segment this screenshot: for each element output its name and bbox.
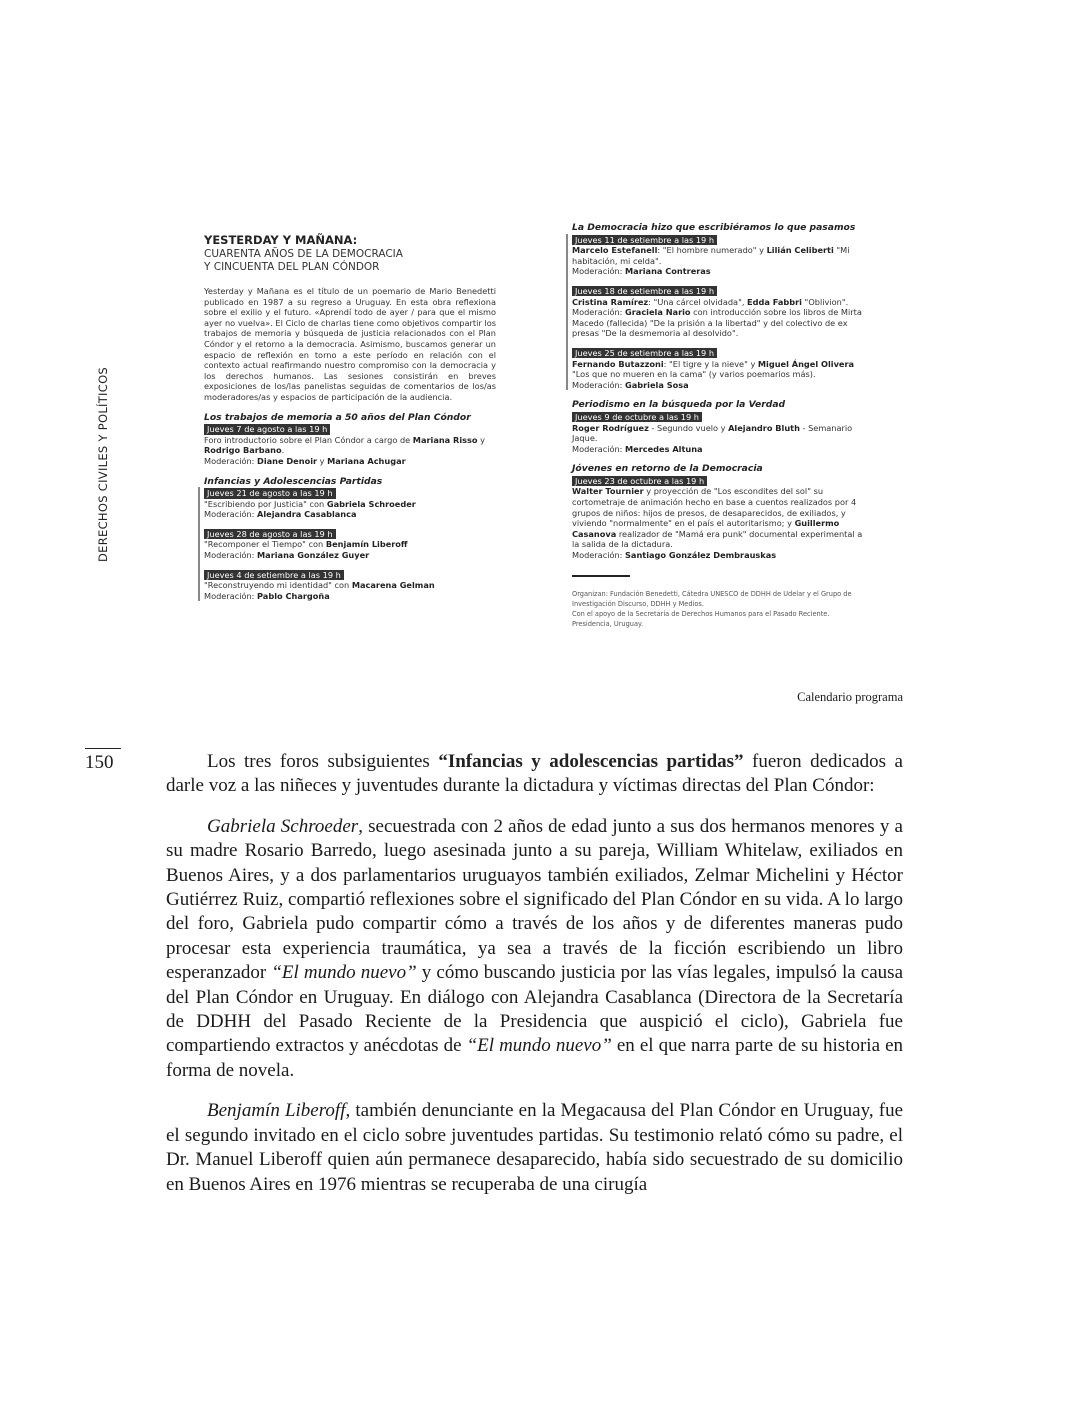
event-moderation	[204, 591, 496, 602]
text-segment: y	[317, 455, 328, 466]
text-segment: "Reconstruyendo mi identidad" con	[204, 580, 352, 591]
event-date: Jueves 21 de agosto a las 19 h	[204, 488, 336, 499]
section-title: Los trabajos de memoria a 50 años del Plan Cóndor	[204, 411, 471, 423]
bold-text: Marcelo Estefanell	[572, 245, 658, 256]
bold-text: Diane Denoir	[257, 455, 318, 466]
bold-text: Cristina Ramírez	[572, 296, 649, 307]
event-moderation	[572, 266, 864, 277]
paragraph	[166, 815, 903, 1083]
event-description	[572, 423, 864, 444]
text-segment: "Recomponer el Tiempo" con	[204, 539, 326, 550]
event-date: Jueves 25 de setiembre a las 19 h	[572, 348, 717, 359]
event-description	[572, 297, 864, 308]
support: Con el apoyo de la Secretaría de Derechos Humanos para el Pasado Reciente. Presidencia, Uruguay.	[572, 609, 830, 628]
text-segment: Moderación:	[204, 550, 258, 561]
section-events	[572, 411, 864, 454]
section-title: Periodismo en la búsqueda por la Verdad	[572, 399, 786, 411]
bold-text: Benjamín Liberoff	[325, 539, 408, 550]
figure-subtitle: Y CINCUENTA DEL PLAN CÓNDOR	[204, 261, 380, 273]
text-segment: en el que narra parte de su historia en forma de novela.	[166, 1035, 903, 1081]
event-moderation	[204, 509, 496, 520]
event	[204, 528, 496, 561]
text-segment: : "Una cárcel olvidada",	[648, 296, 748, 307]
event	[572, 234, 864, 277]
organizers: Organizan: Fundación Benedetti, Cátedra UNESCO de DDHH de Udelar y el Grupo de Investigación Discurso, DDHH y Medios.	[572, 589, 852, 608]
bold-text: Mariana Risso	[412, 434, 478, 445]
figure-subtitle: CUARENTA AÑOS DE LA DEMOCRACIA	[204, 248, 403, 260]
bold-text: Rodrigo Barbano	[204, 445, 282, 456]
bold-text: Santiago González Dembrauskas	[625, 550, 777, 561]
section-title: La Democracia hizo que escribiéramos lo que pasamos	[572, 222, 856, 233]
event-moderation	[204, 550, 496, 561]
text-segment: fueron dedicados a darle voz a las niñeces y juventudes durante la dictadura y víctimas directas del Plan Cóndor:	[166, 751, 903, 797]
event-moderation	[572, 380, 864, 391]
running-head: DERECHOS CIVILES Y POLÍTICOS	[96, 366, 110, 562]
event-moderation	[572, 444, 864, 455]
bold-text: Miguel Ángel Olivera	[757, 358, 855, 369]
italic-text: Gabriela Schroeder	[207, 815, 359, 837]
text-segment: Moderación:	[204, 455, 258, 466]
event-description	[204, 435, 496, 456]
program-calendar-figure	[196, 205, 876, 655]
event	[572, 475, 864, 561]
text-segment: - Semanario Jaque.	[572, 422, 853, 444]
figure-title: YESTERDAY Y MAÑANA:	[204, 233, 358, 247]
text-segment: .	[281, 445, 285, 456]
event-moderation	[204, 456, 496, 467]
event	[572, 347, 864, 390]
bold-text: Macarena Gelman	[351, 580, 435, 591]
italic-text: “El mundo nuevo”	[466, 1035, 612, 1057]
body-text	[166, 750, 903, 1213]
figure-left-column	[204, 233, 496, 601]
event	[572, 411, 864, 454]
page-number: 150	[85, 748, 121, 774]
text-segment: : "El hombre numerado" y	[657, 245, 767, 256]
event-description	[572, 359, 864, 380]
text-segment: "Los que no mueren en la cama" (y varios poemarios más).	[572, 369, 816, 380]
italic-text: Benjamín Liberoff	[207, 1100, 346, 1122]
bold-text: Alejandra Casablanca	[257, 509, 357, 520]
bold-text: Edda Fabbri	[747, 296, 802, 307]
bold-text: Walter Tournier	[572, 486, 644, 497]
event	[204, 569, 496, 602]
italic-text: “El mundo nuevo”	[271, 962, 417, 984]
text-segment: "Escribiendo por Justicia" con	[204, 498, 327, 509]
left-sections	[204, 413, 496, 602]
text-segment: , secuestrada con 2 años de edad junto a sus dos hermanos menores y a su madre Rosario Barredo, luego asesinada junto a su pareja, William Whitelaw, exiliados en Buenos Aires, y a dos parlamentarios uruguayos también exiliados, Zelmar Michelini y Héctor Gutiérrez Ruiz, compartió reflexiones sobre el significado del Plan Cóndor en su vida. A lo largo del foro, Gabriela pudo compartir cómo a través de los años y de diferentes maneras pudo procesar esta experiencia traumática, ya sea a través de la ficción escribiendo un libro esperanzador	[166, 815, 903, 984]
event-date: Jueves 11 de setiembre a las 19 h	[572, 235, 717, 246]
text-segment: y	[477, 434, 485, 445]
event-description	[204, 539, 496, 550]
figure-caption: Calendario programa	[797, 690, 903, 704]
bold-text: Gabriela Sosa	[625, 379, 689, 390]
event-date: Jueves 23 de octubre a las 19 h	[572, 476, 707, 487]
text-segment: Moderación:	[572, 379, 626, 390]
divider	[572, 575, 630, 577]
text-segment: Foro introductorio sobre el Plan Cóndor a cargo de	[204, 434, 413, 445]
event-date: Jueves 18 de setiembre a las 19 h	[572, 286, 717, 297]
section-title: Jóvenes en retorno de la Democracia	[572, 463, 763, 475]
bold-text: “Infancias y adolescencias partidas”	[438, 751, 744, 772]
event-description	[572, 245, 864, 266]
section-events	[572, 475, 864, 561]
bold-text: Mariana Achugar	[327, 455, 406, 466]
event-date: Jueves 28 de agosto a las 19 h	[204, 529, 336, 540]
text-segment: Moderación:	[204, 590, 258, 601]
paragraph	[166, 750, 903, 799]
text-segment: con introducción sobre los libros de Mirta Macedo (fallecida) "De la prisión a la libertad" y del colectivo de ex presas "De la desmemoria al desolvido".	[572, 307, 862, 339]
bold-text: Gabriela Schroeder	[326, 498, 416, 509]
text-segment: y proyección de "Los escondites del sol" su cortometraje de animación hecho en base a cuentos realizados por 4 grupos de niños: hijos de presos, de desaparecidos, de exiliados, y viviendo "normalmente" en el país el autoritarismo; y	[572, 486, 857, 529]
text-segment: "Mi habitación, mi celda".	[572, 245, 850, 266]
bold-text: Mariana Contreras	[625, 266, 711, 277]
event-date: Jueves 9 de octubre a las 19 h	[572, 412, 702, 423]
event	[204, 423, 496, 466]
event	[572, 285, 864, 339]
text-segment: Moderación:	[572, 266, 626, 277]
text-segment: realizador de "Mamá era punk" documental experimental a la salida de la dictadura.	[572, 528, 863, 550]
bold-text: Lilián Celiberti	[766, 245, 834, 256]
event-moderation	[572, 550, 864, 561]
text-segment: Moderación:	[572, 307, 626, 318]
event-date: Jueves 7 de agosto a las 19 h	[204, 424, 330, 435]
bold-text: Fernando Butazzoni	[572, 358, 664, 369]
text-segment: Moderación:	[572, 443, 626, 454]
bold-text: Mercedes Altuna	[625, 443, 703, 454]
bold-text: Roger Rodríguez	[572, 422, 649, 433]
text-segment: Moderación:	[204, 509, 258, 520]
event	[204, 487, 496, 520]
bold-text: Guillermo Casanova	[572, 518, 840, 539]
section-events	[204, 423, 496, 466]
text-segment: - Segundo vuelo y	[648, 422, 729, 433]
text-segment: "Oblivion".	[801, 296, 849, 307]
section-events	[566, 234, 864, 391]
bold-text: Pablo Chargoña	[257, 590, 330, 601]
figure-right-column	[572, 213, 864, 629]
event-description	[572, 486, 864, 550]
section-events	[198, 487, 496, 601]
section-title: Infancias y Adolescencias Partidas	[204, 475, 383, 487]
event-date: Jueves 4 de setiembre a las 19 h	[204, 570, 344, 581]
bold-text: Mariana González Guyer	[257, 550, 370, 561]
event-description	[204, 580, 496, 591]
text-segment: , también denunciante en la Megacausa del Plan Cóndor en Uruguay, fue el segundo invitado en el ciclo sobre juventudes partidas. Su testimonio relató cómo su padre, el Dr. Manuel Liberoff quien aún permanece desaparecido, había sido secuestrado de su domicilio en Buenos Aires en 1976 mientras se recuperaba de una cirugía	[166, 1100, 903, 1195]
bold-text: Graciela Nario	[625, 307, 691, 318]
bold-text: Alejandro Bluth	[728, 422, 800, 433]
paragraph	[166, 1099, 903, 1197]
figure-intro: Yesterday y Mañana es el título de un poemario de Mario Benedetti publicado en 1987 a su regreso a Uruguay. En esta obra reflexiona sobre el exilio y el futuro. «Aprendí todo de ayer / para que el mismo ayer no vuelva». El Ciclo de charlas tiene como objetivos compartir los trabajos de memoria y búsqueda de justicia relacionados con el Plan Cóndor y el retorno a la democracia. Asimismo, buscamos generar un espacio de reflexión en torno a este período en relación con el contexto actual reafirmando nuestro compromiso con la democracia y los derechos humanos. Las sesiones consistirán en breves exposiciones de los/las panelistas seguidas de comentarios de los/as moderadores/as y espacios de participación de la audiencia.	[204, 286, 496, 402]
text-segment: y cómo buscando justicia por las vías legales, impulsó la causa del Plan Cóndor en Uruguay. En diálogo con Alejandra Casablanca (Directora de la Secretaría de DDHH del Pasado Reciente de la Presidencia que auspició el ciclo), Gabriela fue compartiendo extractos y anécdotas de	[166, 962, 903, 1057]
event-description	[204, 499, 496, 510]
text-segment: Los tres foros subsiguientes	[207, 751, 439, 772]
event-moderation	[572, 307, 864, 339]
text-segment: Moderación:	[572, 550, 626, 561]
text-segment: : "El tigre y la nieve" y	[663, 358, 758, 369]
right-sections	[572, 223, 864, 561]
